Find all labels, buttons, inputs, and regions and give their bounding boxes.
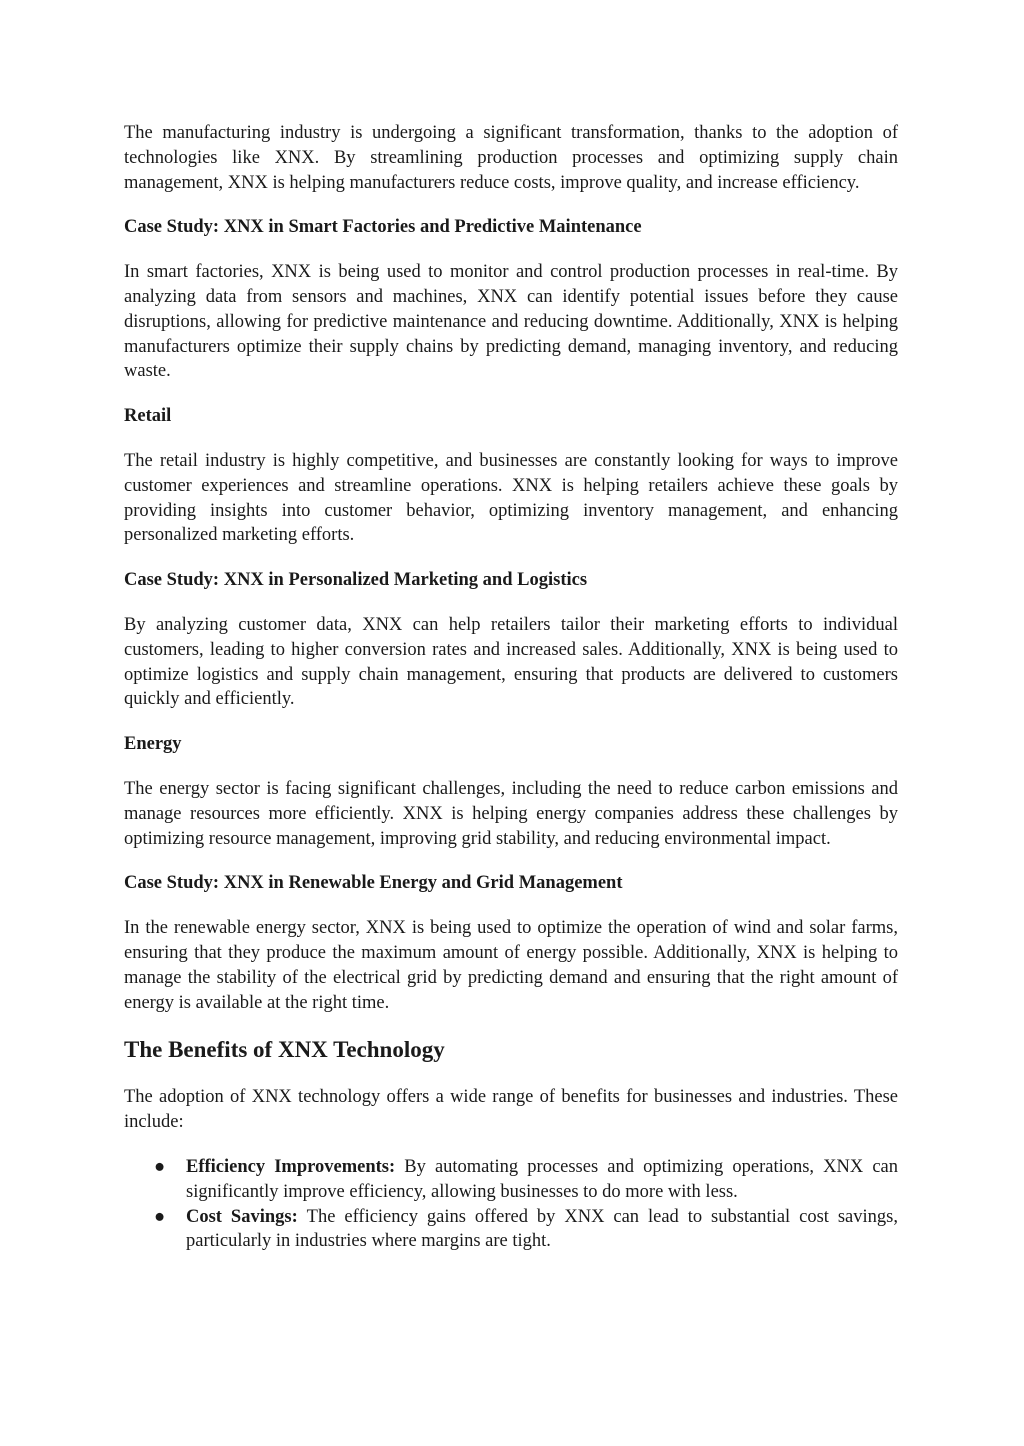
retail-heading: Retail	[124, 406, 172, 427]
case-study-marketing-heading: Case Study: XNX in Personalized Marketing and Logistics	[124, 570, 588, 591]
document-page	[124, 121, 898, 1254]
benefits-list	[124, 1155, 898, 1254]
benefits-intro-paragraph: The adoption of XNX technology offers a wide range of benefits for businesses and industries. These include:	[124, 1087, 898, 1133]
benefit-description: The efficiency gains offered by XNX can lead to substantial cost savings, particularly in industries where margins are tight.	[186, 1206, 898, 1252]
benefit-term: Efficiency Improvements:	[186, 1156, 405, 1177]
benefit-term: Cost Savings:	[186, 1206, 307, 1227]
case-study-renewable-paragraph: In the renewable energy sector, XNX is being used to optimize the operation of wind and solar farms, ensuring that they produce the maximum amount of energy possible. Additionally, XNX is helping to manage the stability of the electrical grid by predicting demand and ensuring that the right amount of energy is available at the right time.	[124, 918, 898, 1013]
case-study-marketing-paragraph: By analyzing customer data, XNX can help retailers tailor their marketing efforts to individual customers, leading to higher conversion rates and increased sales. Additionally, XNX is being used to optimize logistics and supply chain management, ensuring that products are delivered to customers quickly and efficiently.	[124, 614, 898, 710]
energy-paragraph: The energy sector is facing significant challenges, including the need to reduce carbon emissions and manage resources more efficiently. XNX is helping energy companies address these challenges by optimizing resource management, improving grid stability, and reducing environmental impact.	[124, 778, 898, 849]
manufacturing-intro-paragraph: The manufacturing industry is undergoing a significant transformation, thanks to the adoption of technologies like XNX. By streamlining production processes and optimizing supply chain management, XNX is helping manufacturers reduce costs, improve quality, and increase efficiency.	[124, 123, 898, 193]
benefits-section-heading: The Benefits of XNX Technology	[124, 1037, 445, 1063]
bullet-icon: ●	[154, 1206, 166, 1227]
case-study-smart-factories-paragraph: In smart factories, XNX is being used to monitor and control production processes in real-time. By analyzing data from sensors and machines, XNX can identify potential issues before they cause disruptions, allowing for predictive maintenance and reducing downtime. Additionally, XNX is helping manufacturers optimize their supply chains by predicting demand, managing inventory, and reducing waste.	[124, 262, 898, 382]
benefit-description: By automating processes and optimizing operations, XNX can significantly improve efficiency, allowing businesses to do more with less.	[186, 1156, 899, 1202]
energy-heading: Energy	[124, 734, 182, 755]
case-study-smart-factories-heading: Case Study: XNX in Smart Factories and Predictive Maintenance	[124, 217, 642, 238]
case-study-renewable-heading: Case Study: XNX in Renewable Energy and Grid Management	[124, 873, 623, 894]
retail-paragraph: The retail industry is highly competitive, and businesses are constantly looking for ways to improve customer experiences and streamline operations. XNX is helping retailers achieve these goals by providing insights into customer behavior, optimizing inventory management, and enhancing personalized marketing efforts.	[124, 450, 898, 546]
bullet-icon: ●	[154, 1156, 166, 1177]
list-item	[124, 1155, 898, 1205]
list-item	[124, 1205, 898, 1255]
